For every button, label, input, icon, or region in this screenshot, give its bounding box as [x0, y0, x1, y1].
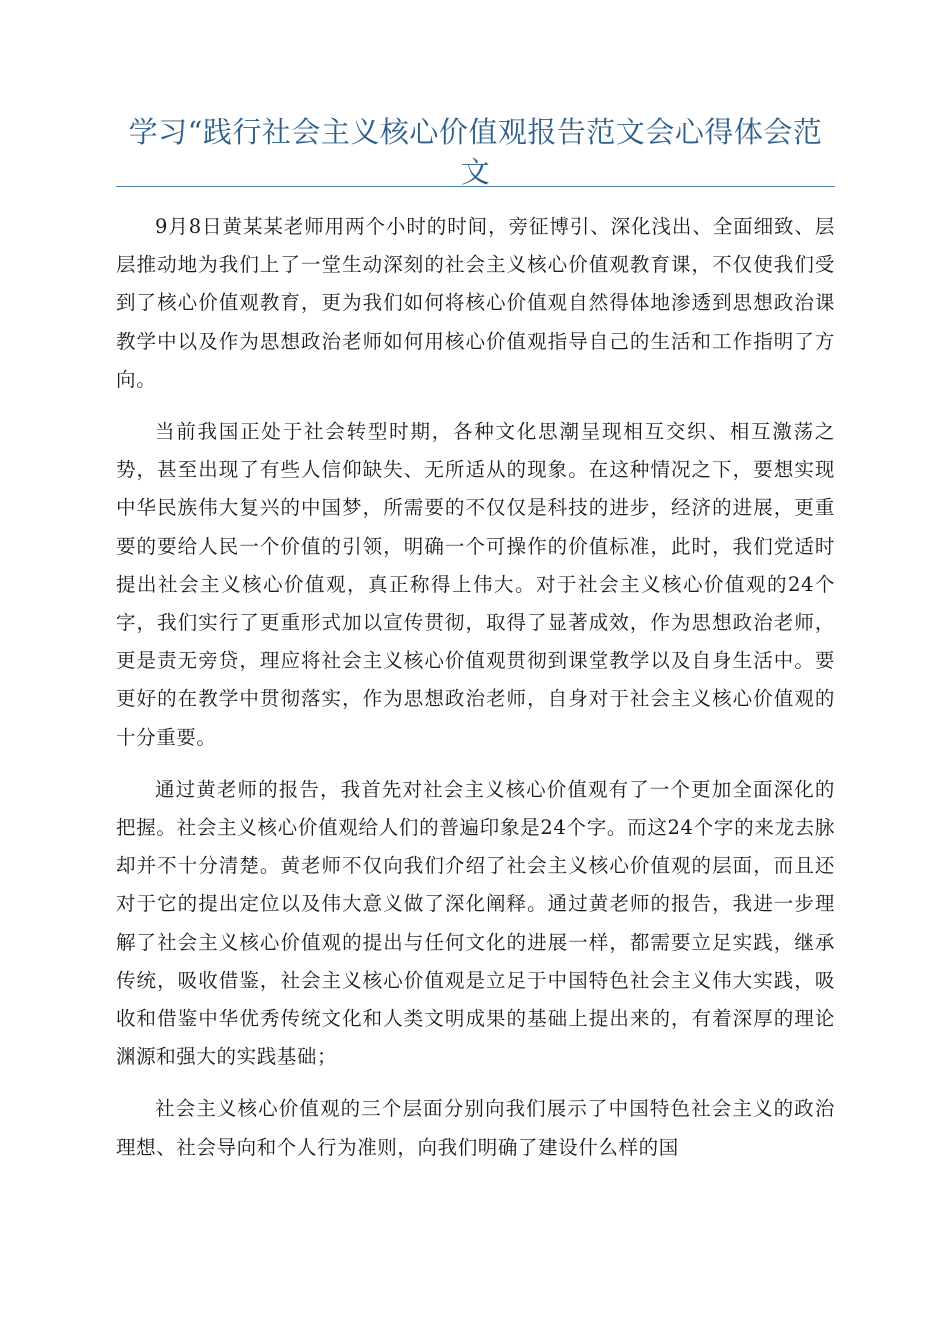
paragraph-4: 社会主义核心价值观的三个层面分别向我们展示了中国特色社会主义的政治理想、社会导向和个人行为准则，向我们明确了建设什么样的国 [116, 1097, 835, 1159]
paragraph-3: 通过黄老师的报告，我首先对社会主义核心价值观有了一个更加全面深化的把握。社会主义核心价值观给人们的普遍印象是24个字。而这24个字的来龙去脉却并不十分清楚。黄老师不仅向我们介绍了社会主义核心价值观的层面，而且还对于它的提出定位以及伟大意义做了深化阐释。通过黄老师的报告，我进一步理解了社会主义核心价值观的提出与任何文化的进展一样，都需要立足实践，继承传统，吸收借鉴，社会主义核心价值观是立足于中国特色社会主义伟大实践，吸收和借鉴中华优秀传统文化和人类文明成果的基础上提出来的，有着深厚的理论渊源和强大的实践基础； [116, 777, 835, 1069]
paragraph-1: 9月8日黄某某老师用两个小时的时间，旁征博引、深化浅出、全面细致、层层推动地为我们上了一堂生动深刻的社会主义核心价值观教育课，不仅使我们受到了核心价值观教育，更为我们如何将核心价值观自然得体地渗透到思想政治课教学中以及作为思想政治老师如何用核心价值观指导自己的生活和工作指明了方向。 [116, 215, 835, 391]
title-underline [116, 186, 835, 187]
document-body [116, 208, 835, 1181]
document-title: 学习“践行社会主义核心价值观报告范文会心得体会范文 [128, 115, 823, 189]
paragraph-2: 当前我国正处于社会转型时期，各种文化思潮呈现相互交织、相互激荡之势，甚至出现了有些人信仰缺失、无所适从的现象。在这种情况之下，要想实现中华民族伟大复兴的中国梦，所需要的不仅仅是科技的进步，经济的进展，更重要的要给人民一个价值的引领，明确一个可操作的价值标准，此时，我们党适时提出社会主义核心价值观，真正称得上伟大。对于社会主义核心价值观的24个字，我们实行了更重形式加以宣传贯彻，取得了显著成效，作为思想政治老师，更是责无旁贷，理应将社会主义核心价值观贯彻到课堂教学以及自身生活中。要更好的在教学中贯彻落实，作为思想政治老师，自身对于社会主义核心价值观的十分重要。 [116, 420, 835, 749]
